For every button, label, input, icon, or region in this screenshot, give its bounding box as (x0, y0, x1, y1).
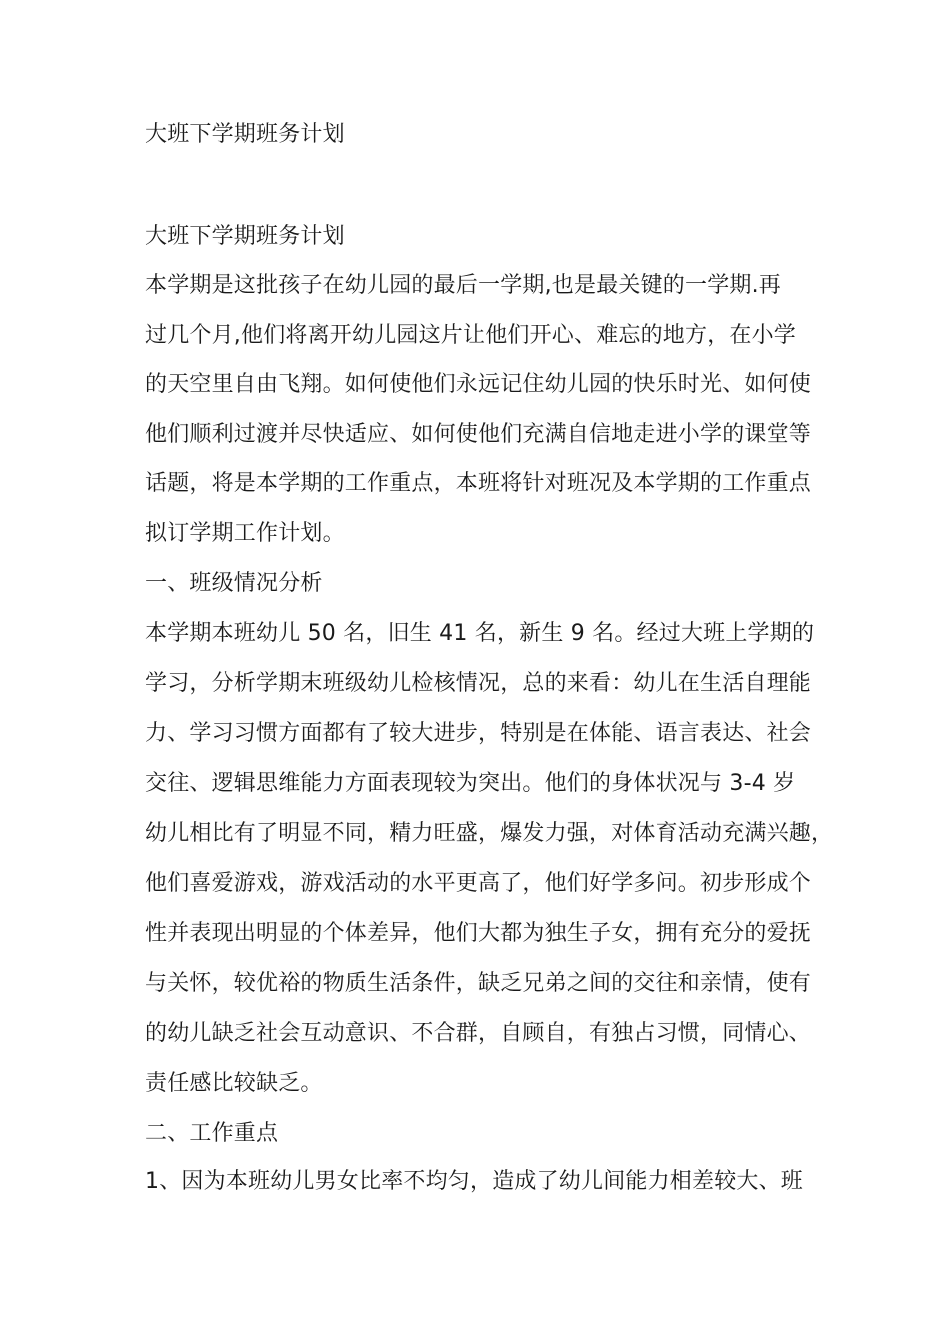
paragraph-line: 他们顺利过渡并尽快适应、如何使他们充满自信地走进小学的课堂等 (145, 422, 812, 447)
paragraph-line: 本学期是这批孩子在幼儿园的最后一学期,也是最关键的一学期.再 (145, 273, 781, 298)
paragraph-line: 本学期本班幼儿 50 名，旧生 41 名，新生 9 名。经过大班上学期的 (145, 621, 815, 646)
paragraph-line: 交往、逻辑思维能力方面表现较为突出。他们的身体状况与 3-4 岁 (145, 771, 796, 796)
section-heading: 一、班级情况分析 (145, 571, 323, 596)
document-title: 大班下学期班务计划 (145, 122, 345, 147)
paragraph-line: 话题，将是本学期的工作重点，本班将针对班况及本学期的工作重点 (145, 471, 812, 496)
paragraph-line: 性并表现出明显的个体差异，他们大都为独生子女，拥有充分的爱抚 (145, 921, 812, 946)
paragraph-line: 过几个月,他们将离开幼儿园这片让他们开心、难忘的地方，在小学 (145, 323, 796, 348)
paragraph-line: 他们喜爱游戏，游戏活动的水平更高了，他们好学多问。初步形成个 (145, 871, 812, 896)
paragraph-line: 1、因为本班幼儿男女比率不均匀，造成了幼儿间能力相差较大、班 (145, 1169, 803, 1194)
paragraph-line: 力、学习习惯方面都有了较大进步，特别是在体能、语言表达、社会 (145, 721, 812, 746)
section-heading: 大班下学期班务计划 (145, 224, 345, 249)
paragraph-line: 与关怀，较优裕的物质生活条件，缺乏兄弟之间的交往和亲情，使有 (145, 971, 812, 996)
paragraph-line: 拟订学期工作计划。 (145, 521, 345, 546)
paragraph-line: 的天空里自由飞翔。如何使他们永远记住幼儿园的快乐时光、如何使 (145, 372, 812, 397)
section-heading: 二、工作重点 (145, 1121, 279, 1146)
paragraph-line: 的幼儿缺乏社会互动意识、不合群，自顾自，有独占习惯，同情心、 (145, 1021, 812, 1046)
paragraph-line: 学习，分析学期末班级幼儿检核情况，总的来看：幼儿在生活自理能 (145, 671, 812, 696)
paragraph-line: 幼儿相比有了明显不同，精力旺盛，爆发力强，对体育活动充满兴趣， (145, 821, 834, 846)
paragraph-line: 责任感比较缺乏。 (145, 1071, 323, 1096)
